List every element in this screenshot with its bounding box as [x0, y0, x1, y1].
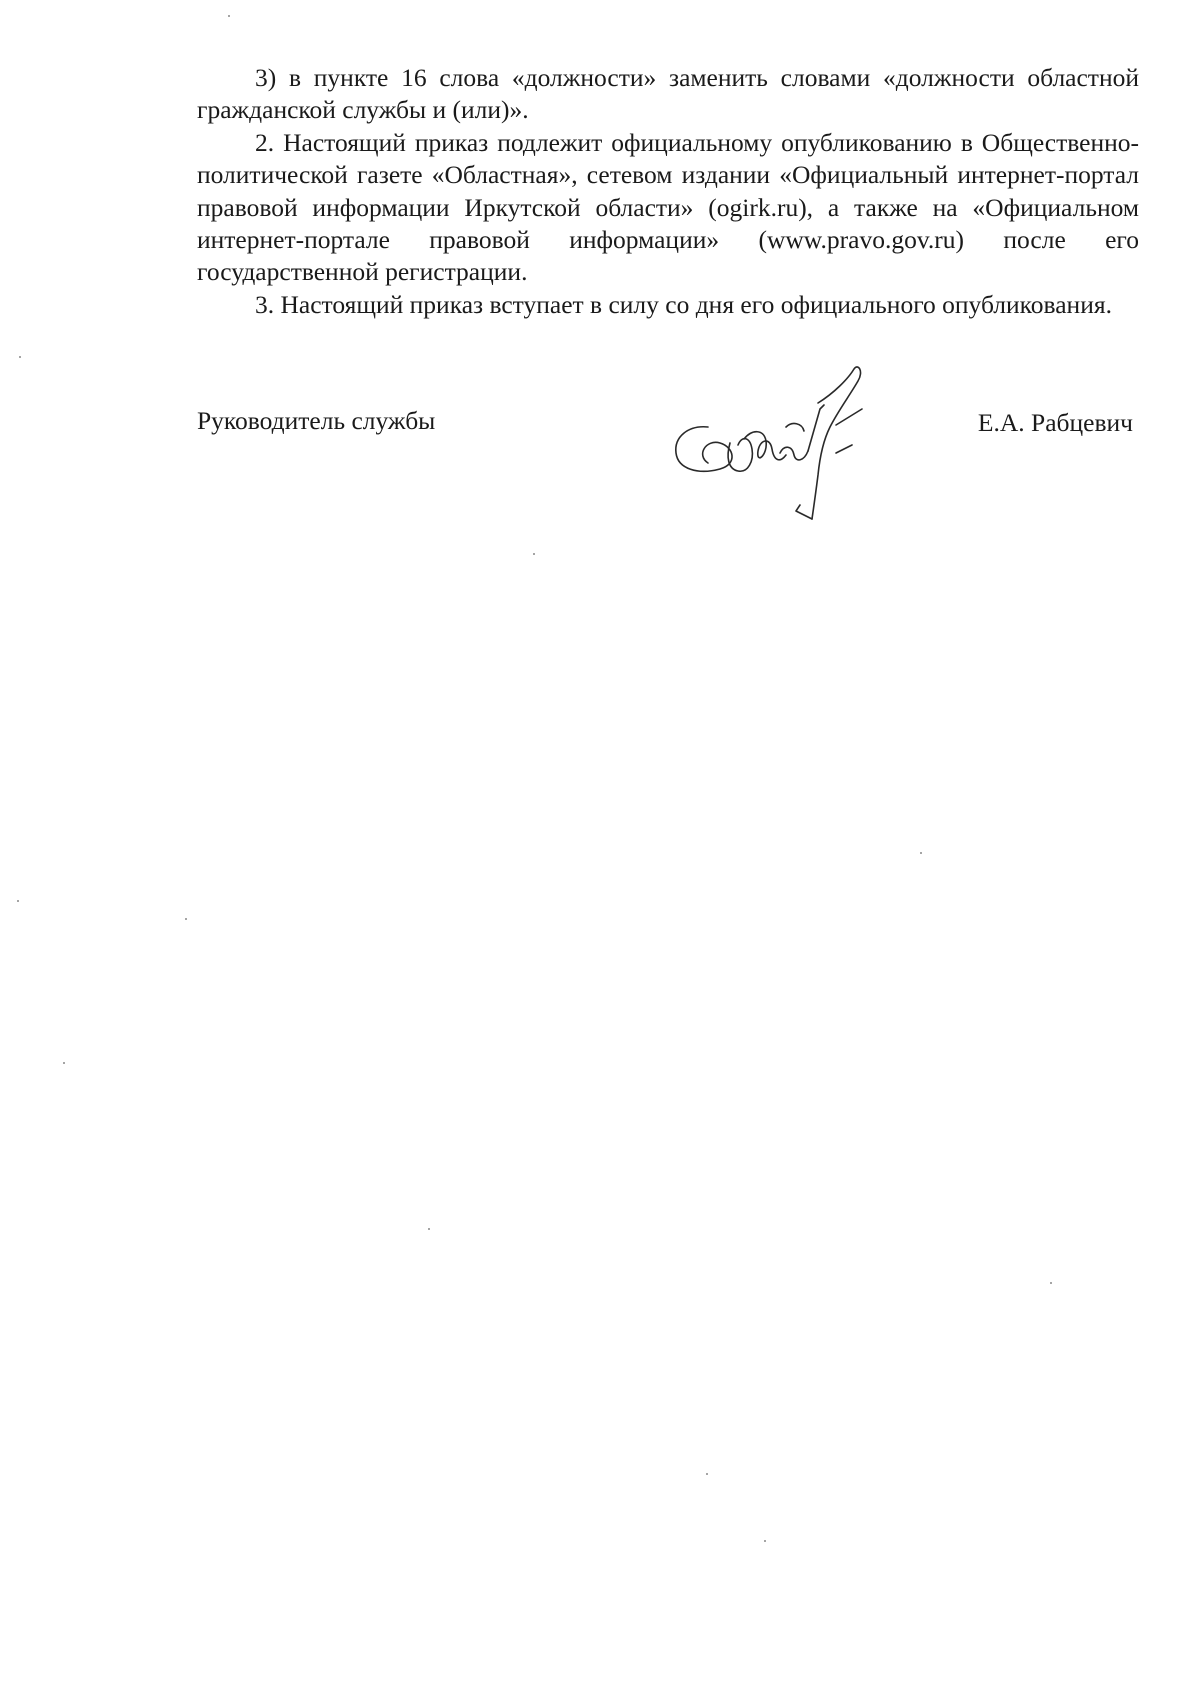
paragraph-item-3-amendment: 3) в пункте 16 слова «должности» заменить словами «должности областной гражданской службы и (или)».	[197, 63, 1139, 125]
scan-speck	[764, 1540, 766, 1542]
paragraph-entry-into-force: 3. Настоящий приказ вступает в силу со дня его официального опубликования.	[255, 289, 1112, 319]
paragraph-publication: 2. Настоящий приказ подлежит официальному опубликованию в Общественно-политической газете «Областная», сетевом издании «Официальный интернет-портал правовой информации Иркутской области» (ogirk.ru), а также на «Официальном интернет-портале правовой информации» (www.pravo.gov.ru) после его государственной регистрации.	[197, 127, 1139, 287]
scan-speck	[185, 918, 187, 920]
scan-speck	[706, 1473, 708, 1475]
document-body	[197, 62, 1139, 321]
handwritten-signature	[668, 365, 928, 535]
scan-speck	[63, 1062, 65, 1064]
scan-speck	[17, 900, 19, 902]
scan-speck	[1050, 1282, 1052, 1284]
scan-speck	[428, 1228, 430, 1230]
scan-speck	[228, 15, 230, 17]
signer-position: Руководитель службы	[197, 406, 436, 435]
signer-name: Е.А. Рабцевич	[977, 408, 1133, 437]
scan-speck	[19, 356, 21, 358]
scan-speck	[533, 553, 535, 555]
scan-speck	[920, 852, 922, 854]
